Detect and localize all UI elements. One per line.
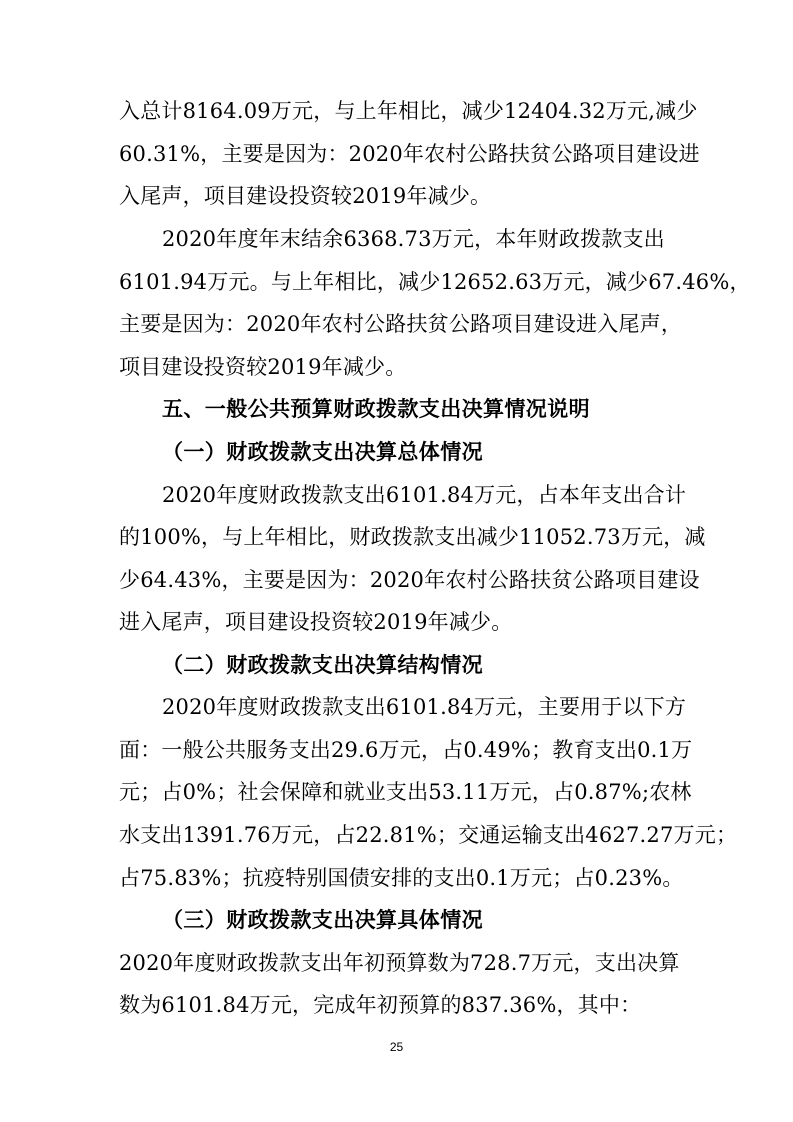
paragraph-5-line-1: 2020年度财政拨款支出年初预算数为728.7万元，支出决算 — [119, 951, 680, 975]
paragraph-3-line-1: 2020年度财政拨款支出6101.84万元，占本年支出合计 — [162, 483, 687, 507]
subsection-heading-2: （二）财政拨款支出决算结构情况 — [162, 653, 483, 677]
paragraph-5-line-2: 数为6101.84万元，完成年初预算的837.36%，其中： — [119, 993, 642, 1017]
paragraph-4-line-3: 元；占0%；社会保障和就业支出53.11万元，占0.87%;农林 — [119, 780, 692, 804]
subsection-heading-1: （一）财政拨款支出决算总体情况 — [162, 440, 483, 464]
paragraph-3-line-4: 进入尾声，项目建设投资较2019年减少。 — [119, 610, 513, 634]
page-number: 25 — [389, 1040, 404, 1054]
paragraph-3-line-2: 的100%，与上年相比，财政拨款支出减少11052.73万元，减 — [119, 525, 706, 549]
paragraph-4-line-1: 2020年度财政拨款支出6101.84万元，主要用于以下方 — [162, 695, 687, 719]
paragraph-2-line-1: 2020年度年末结余6368.73万元，本年财政拨款支出 — [162, 227, 665, 251]
paragraph-2-line-2: 6101.94万元。与上年相比，减少12652.63万元，减少67.46%， — [119, 270, 751, 294]
paragraph-1-line-2: 60.31%，主要是因为：2020年农村公路扶贫公路项目建设进 — [119, 142, 700, 166]
paragraph-2-line-4: 项目建设投资较2019年减少。 — [119, 355, 407, 379]
section-heading-5: 五、一般公共预算财政拨款支出决算情况说明 — [162, 397, 590, 421]
paragraph-1-line-1: 入总计8164.09万元，与上年相比，减少12404.32万元,减少 — [119, 99, 698, 123]
paragraph-2-line-3: 主要是因为：2020年农村公路扶贫公路项目建设进入尾声， — [119, 312, 683, 336]
paragraph-4-line-5: 占75.83%；抗疫特别国债安排的支出0.1万元；占0.23%。 — [119, 866, 684, 890]
paragraph-4-line-2: 面：一般公共服务支出29.6万元，占0.49%；教育支出0.1万 — [119, 738, 693, 762]
paragraph-4-line-4: 水支出1391.76万元，占22.81%；交通运输支出4627.27万元； — [119, 823, 738, 847]
paragraph-1-line-3: 入尾声，项目建设投资较2019年减少。 — [119, 184, 492, 208]
subsection-heading-3: （三）财政拨款支出决算具体情况 — [162, 908, 483, 932]
paragraph-3-line-3: 少64.43%，主要是因为：2020年农村公路扶贫公路项目建设 — [119, 568, 700, 592]
